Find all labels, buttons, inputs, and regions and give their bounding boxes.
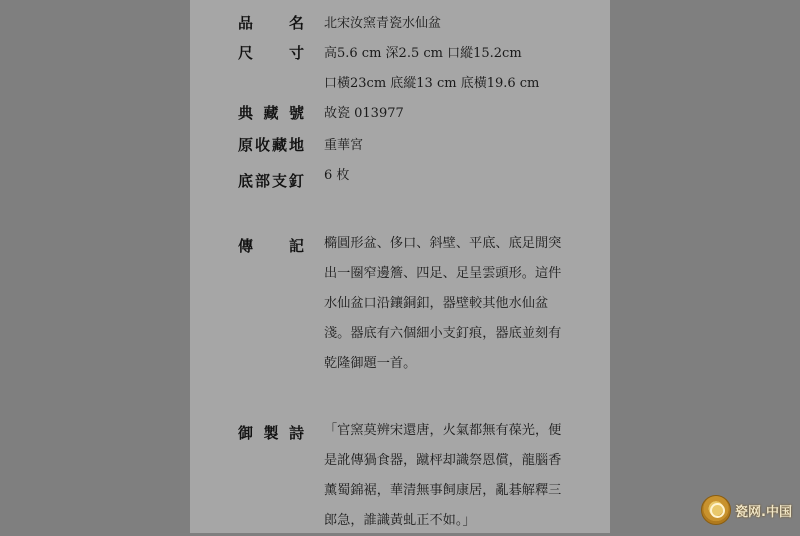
field-value-name: 北宋汝窯青瓷水仙盆 [324, 16, 442, 31]
site-watermark [701, 495, 792, 525]
poem-line: 「官窯莫辨宋還唐，火氣都無有葆光，便 [324, 423, 562, 438]
poem-line: 薰蜀錦裾，華清無事飼康居，亂碁解釋三 [324, 483, 562, 498]
description-line: 出一圈窄邊簷、四足、足呈雲頭形。這件 [324, 266, 562, 281]
document-page [190, 0, 610, 533]
field-label-origin: 原 收 藏 地 [238, 136, 304, 154]
porcelain-logo-icon [701, 495, 731, 525]
poem-text [324, 416, 584, 536]
field-value-size-line-2: 口橫23cm 底縱13 cm 底橫19.6 cm [324, 76, 540, 91]
field-value-size-line-1: 高5.6 cm 深2.5 cm 口縱15.2cm [324, 46, 522, 61]
field-label-name: 品 名 [238, 14, 304, 32]
field-label-spurs: 底 部 支 釘 [238, 172, 304, 190]
poem-line: 郎急，誰識黃虬正不如。」 [324, 513, 476, 528]
watermark-text: 瓷网.中国 [735, 504, 792, 520]
description-label: 傳 記 [238, 237, 304, 255]
field-label-size: 尺 寸 [238, 44, 304, 62]
poem-line: 是訛傳猧食器，蹴枰却識祭恩償，龍腦香 [324, 453, 562, 468]
field-value-catalog: 故瓷 013977 [324, 106, 404, 121]
poem-label: 御 製 詩 [238, 424, 304, 442]
field-value-origin: 重華宮 [324, 138, 364, 153]
field-value-spurs: 6 枚 [324, 168, 350, 183]
description-line: 淺。器底有六個細小支釘痕，器底並刻有 [324, 326, 562, 341]
field-label-catalog: 典 藏 號 [238, 104, 304, 122]
description-line: 水仙盆口沿鑲銅釦，器壁較其他水仙盆 [324, 296, 549, 311]
description-line: 橢圓形盆、侈口、斜壁、平底、底足閒突 [324, 236, 562, 251]
description-line: 乾隆御題一首。 [324, 356, 417, 371]
description-text [324, 229, 584, 379]
